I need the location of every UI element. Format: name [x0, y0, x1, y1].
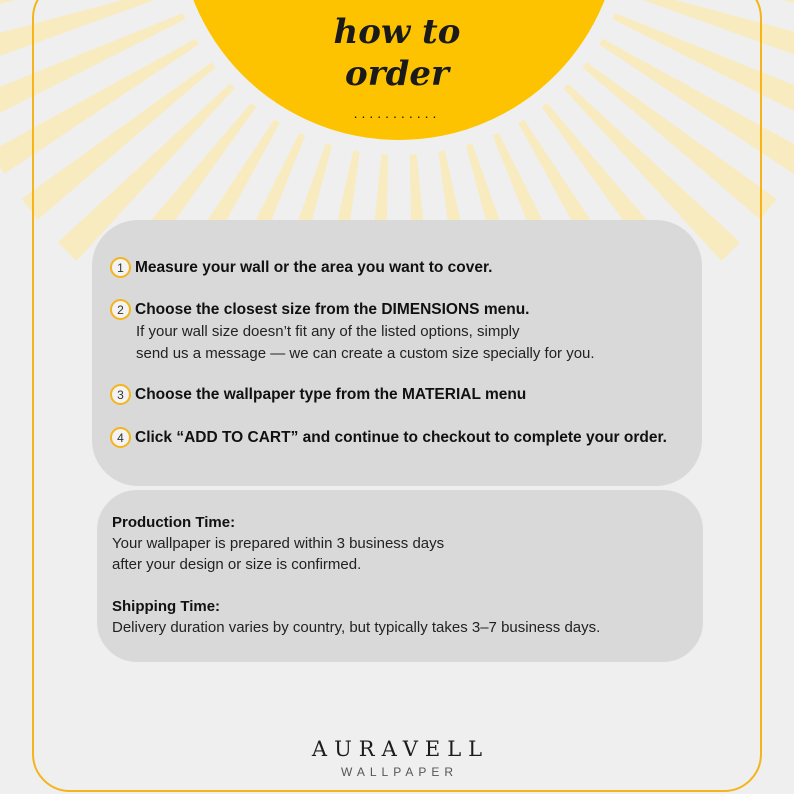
- order-steps-card: [92, 220, 702, 486]
- step-number-badge: 2: [110, 299, 131, 320]
- brand-logo-subtitle: WALLPAPER: [340, 765, 459, 779]
- production-time-line: Your wallpaper is prepared within 3 business days: [112, 535, 445, 552]
- step-1: [110, 257, 694, 278]
- delivery-info-card: [97, 490, 703, 662]
- step-3: [110, 384, 694, 405]
- step-number-badge: 4: [110, 427, 131, 448]
- page-title-line-2: order: [345, 54, 449, 94]
- step-title: Click “ADD TO CART” and continue to checkout to complete your order.: [135, 428, 667, 446]
- step-number-badge: 1: [110, 257, 131, 278]
- page-title-line-1: how to: [333, 12, 461, 52]
- production-time-section: [112, 512, 693, 575]
- step-description: [136, 321, 694, 365]
- production-time-line: after your design or size is confirmed.: [112, 556, 362, 573]
- shipping-time-heading: Shipping Time:: [112, 598, 221, 615]
- shipping-time-section: [112, 596, 693, 638]
- step-4: [110, 427, 694, 448]
- title-dots-divider: ...........: [353, 105, 441, 121]
- brand-logo-name: AURAVELL: [311, 737, 490, 761]
- step-title: Choose the wallpaper type from the MATERIAL menu: [135, 385, 527, 403]
- step-2: [110, 299, 694, 365]
- shipping-time-line: Delivery duration varies by country, but typically takes 3–7 business days.: [112, 619, 601, 636]
- step-title: Measure your wall or the area you want to cover.: [135, 258, 493, 276]
- step-title: Choose the closest size from the DIMENSIONS menu.: [135, 300, 530, 318]
- step-description-line: send us a message — we can create a custom size specially for you.: [136, 345, 595, 362]
- production-time-heading: Production Time:: [112, 514, 236, 531]
- step-number-badge: 3: [110, 384, 131, 405]
- step-description-line: If your wall size doesn’t fit any of the listed options, simply: [136, 323, 520, 340]
